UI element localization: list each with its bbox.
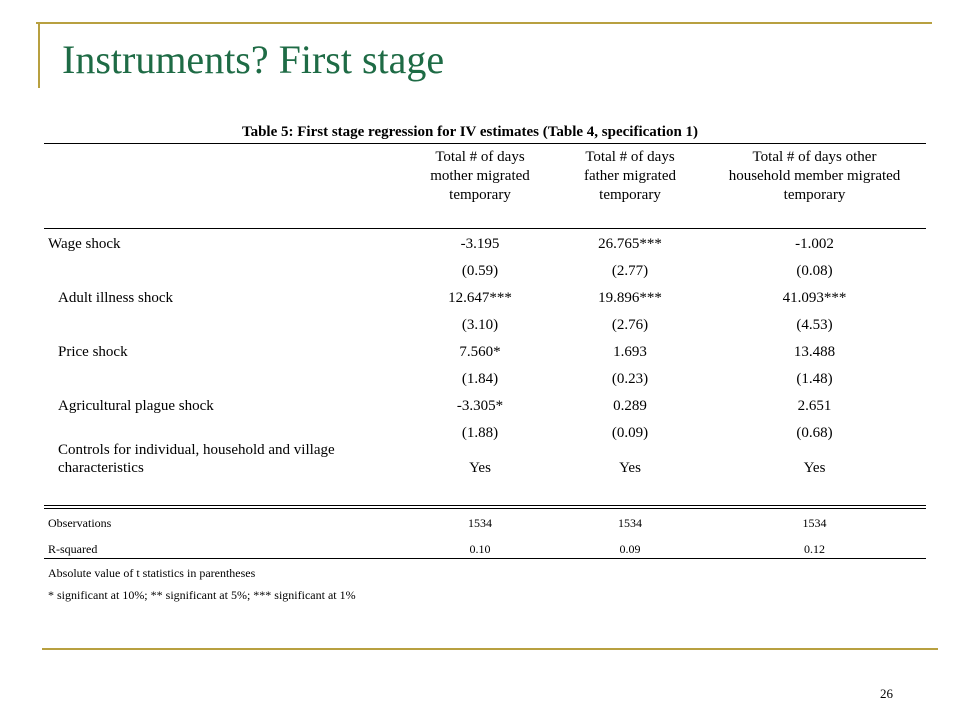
header-rule <box>44 228 926 229</box>
body-rule-2 <box>44 508 926 509</box>
coef-cell: 12.647*** <box>448 290 512 306</box>
coef-cell: 26.765*** <box>598 236 662 252</box>
controls-cell: Yes <box>469 460 491 476</box>
tstat-cell: (0.68) <box>796 425 833 441</box>
table-caption: Table 5: First stage regression for IV estimates (Table 4, specification 1) <box>241 124 699 140</box>
row-label-price-shock: Price shock <box>58 344 128 360</box>
coef-cell: -3.305* <box>456 398 504 414</box>
observations-cell: 1534 <box>802 516 827 530</box>
row-label-wage-shock: Wage shock <box>48 236 121 252</box>
coef-cell: 13.488 <box>793 344 836 360</box>
row-label-agricultural-plague: Agricultural plague shock <box>58 398 214 414</box>
column-header-other-member: Total # of days other household member migrated temporary <box>728 149 901 203</box>
r-squared-cell: 0.10 <box>469 542 491 556</box>
r-squared-cell: 0.12 <box>804 542 825 556</box>
controls-cell: Yes <box>803 460 826 476</box>
table-note: Absolute value of t statistics in parentheses <box>48 566 256 580</box>
tstat-cell: (3.10) <box>461 317 499 333</box>
tstat-cell: (0.23) <box>611 371 649 387</box>
row-label-r-squared: R-squared <box>48 542 98 556</box>
tstat-cell: (2.77) <box>611 263 649 279</box>
table-top-rule <box>44 143 926 144</box>
r-squared-cell: 0.09 <box>619 542 641 556</box>
column-header-mother: Total # of days mother migrated temporary <box>430 149 530 203</box>
tstat-cell: (0.09) <box>611 425 649 441</box>
coef-cell: 7.560* <box>459 344 501 360</box>
tstat-cell: (1.84) <box>461 371 499 387</box>
row-label-adult-illness: Adult illness shock <box>58 290 173 306</box>
top-rule <box>36 22 932 24</box>
coef-cell: -1.002 <box>795 236 834 252</box>
observations-cell: 1534 <box>468 516 492 530</box>
coef-cell: 19.896*** <box>598 290 662 306</box>
coef-cell: 41.093*** <box>782 290 847 306</box>
tstat-cell: (2.76) <box>611 317 649 333</box>
controls-cell: Yes <box>619 460 641 476</box>
tstat-cell: (0.59) <box>461 263 499 279</box>
observations-cell: 1534 <box>618 516 642 530</box>
row-label-controls: Controls for individual, household and village characteristics <box>58 442 335 476</box>
row-label-observations: Observations <box>48 516 112 530</box>
coef-cell: 1.693 <box>613 344 647 360</box>
coef-cell: -3.195 <box>460 236 500 252</box>
tstat-cell: (4.53) <box>796 317 833 333</box>
coef-cell: 0.289 <box>613 398 647 414</box>
tstat-cell: (0.08) <box>796 263 833 279</box>
column-header-father: Total # of days father migrated temporary <box>583 149 677 203</box>
table-bottom-rule <box>44 558 926 559</box>
coef-cell: 2.651 <box>797 398 832 414</box>
table-note: * significant at 10%; ** significant at 5%; *** significant at 1% <box>48 588 356 602</box>
slide-title: Instruments? First stage <box>62 37 445 82</box>
bottom-rule <box>42 648 938 650</box>
page-number: 26 <box>880 686 893 701</box>
tstat-cell: (1.48) <box>796 371 833 387</box>
body-rule <box>44 505 926 506</box>
left-rule <box>38 22 40 88</box>
tstat-cell: (1.88) <box>461 425 499 441</box>
